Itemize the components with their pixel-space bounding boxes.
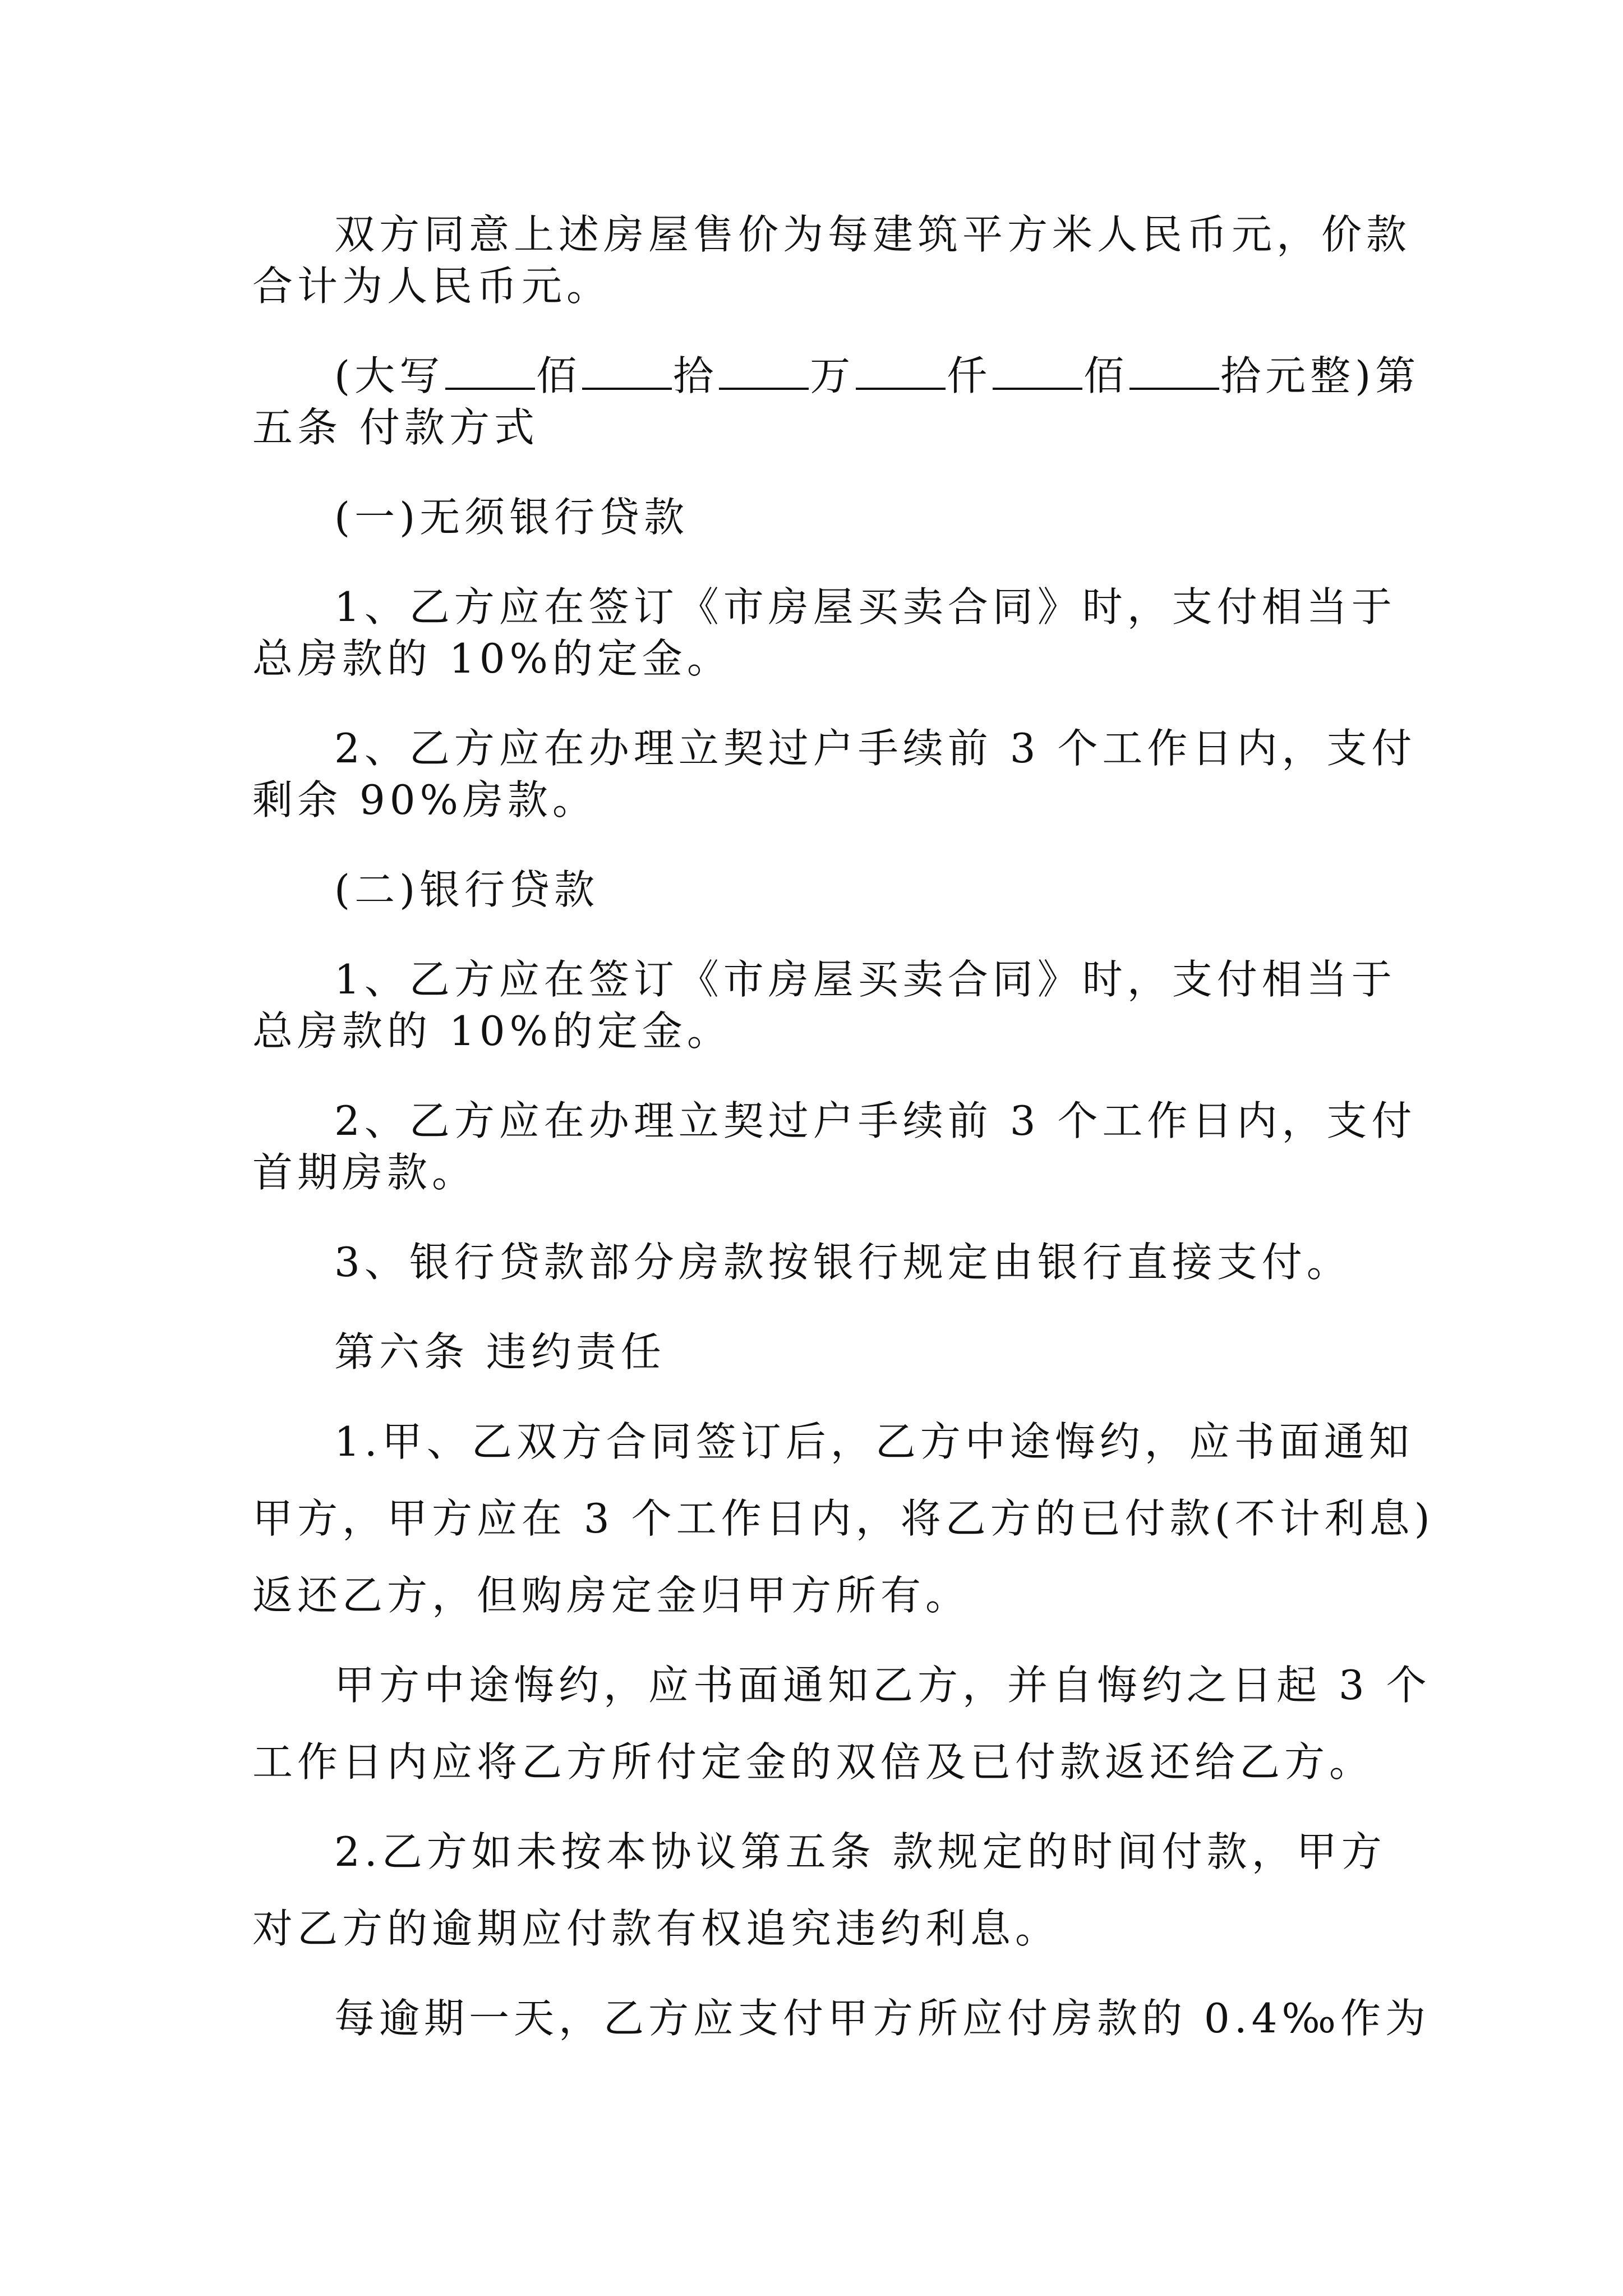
paragraph-line: 1.甲、乙双方合同签订后，乙方中途悔约，应书面通知	[334, 1418, 1414, 1465]
paragraph-line: 1、乙方应在签订《市房屋买卖合同》时，支付相当于	[334, 583, 1396, 631]
paragraph-line: 甲方，甲方应在 3 个工作日内，将乙方的已付款(不计利息)	[252, 1495, 1435, 1542]
paragraph-line: 工作日内应将乙方所付定金的双倍及已付款返还给乙方。	[252, 1738, 1375, 1786]
paragraph-line: 2.乙方如未按本协议第五条 款规定的时间付款，甲方	[334, 1828, 1386, 1875]
paragraph-line: 甲方中途悔约，应书面通知乙方，并自悔约之日起 3 个	[334, 1662, 1431, 1709]
unit-label: 拾	[673, 352, 718, 399]
paragraph-line: 对乙方的逾期应付款有权追究违约利息。	[252, 1905, 1061, 1952]
document-body	[252, 209, 1435, 2044]
amount-in-words-line	[252, 350, 1421, 402]
blank-field	[719, 353, 809, 390]
section-heading: 第六条 违约责任	[334, 1328, 666, 1375]
paragraph-line: 2、乙方应在办理立契过户手续前 3 个工作日内，支付	[334, 725, 1417, 772]
paragraph-line: 总房款的 10%的定金。	[252, 1007, 732, 1055]
blank-field	[993, 353, 1082, 390]
paragraph-line: 返还乙方，但购房定金归甲方所有。	[252, 1572, 971, 1619]
paragraph-line: 1、乙方应在签订《市房屋买卖合同》时，支付相当于	[334, 956, 1396, 1003]
paragraph-line: 每逾期一天，乙方应支付甲方所应付房款的 0.4‰作为	[334, 1995, 1431, 2042]
blank-field	[1129, 353, 1219, 390]
unit-label: 万	[810, 352, 855, 399]
subsection-heading: (一)无须银行贷款	[334, 494, 689, 541]
paragraph-line: 合计为人民币元。	[252, 263, 612, 310]
blank-field	[582, 353, 672, 390]
paragraph-line: 3、银行贷款部分房款按银行规定由银行直接支付。	[334, 1239, 1352, 1286]
amount-prefix: (大写	[334, 352, 445, 399]
blank-field	[856, 353, 946, 390]
unit-label: 佰	[1083, 352, 1129, 399]
paragraph-line: 剩余 90%房款。	[252, 776, 597, 823]
section-heading: 五条 付款方式	[252, 404, 539, 451]
unit-label: 仟	[947, 352, 992, 399]
paragraph-line: 双方同意上述房屋售价为每建筑平方米人民币元，价款	[334, 211, 1412, 258]
paragraph-line: 总房款的 10%的定金。	[252, 635, 732, 682]
paragraph-line: 2、乙方应在办理立契过户手续前 3 个工作日内，支付	[334, 1097, 1417, 1144]
unit-label: 佰	[536, 352, 582, 399]
unit-label: 拾元整)第	[1220, 352, 1421, 399]
paragraph-line: 首期房款。	[252, 1149, 477, 1196]
subsection-heading: (二)银行贷款	[334, 866, 600, 913]
blank-field	[445, 353, 535, 390]
